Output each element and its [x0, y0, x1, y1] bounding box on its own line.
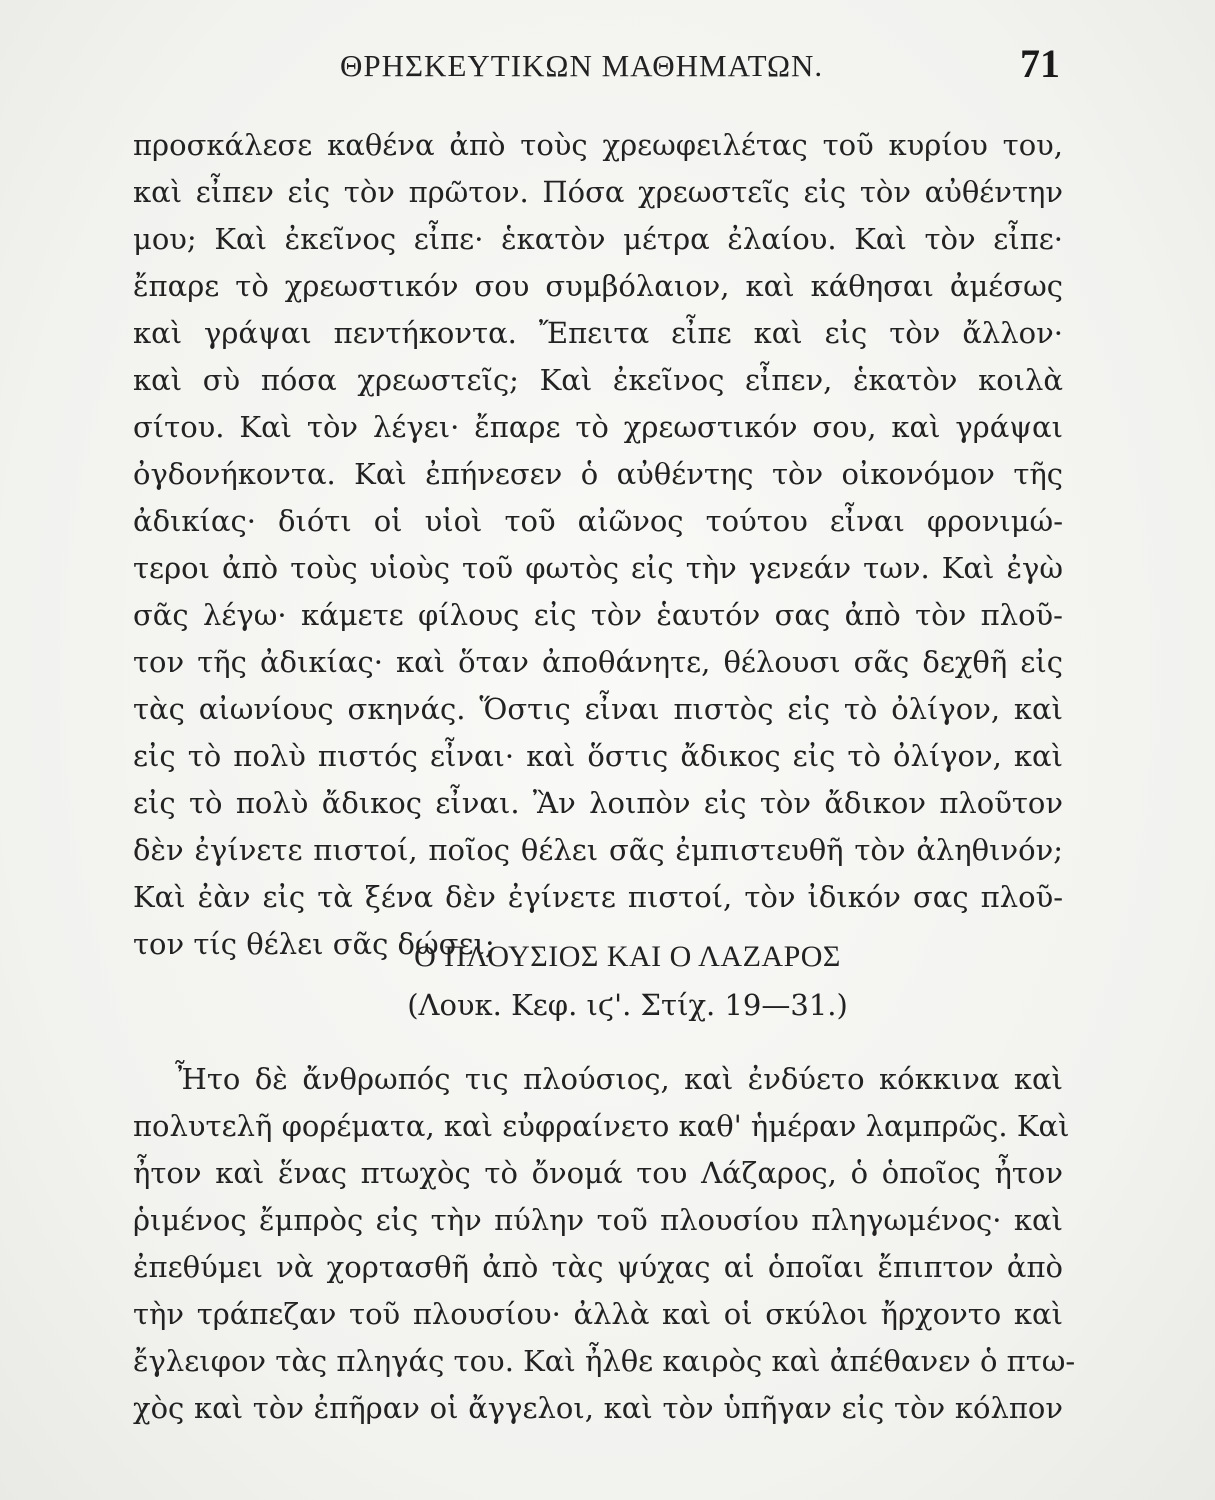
text-line: ῥιμένος ἔμπρὸς εἰς τὴν πύλην τοῦ πλουσίου πληγωμένος· καὶ [133, 1203, 1063, 1237]
text-line: εἰς τὸ πολὺ ἄδικος εἶναι. Ἂν λοιπὸν εἰς τὸν ἄδικον πλοῦτον [133, 786, 1063, 820]
text-line: Καὶ ἐὰν εἰς τὰ ξένα δὲν ἐγίνετε πιστοί, τὸν ἰδικόν σας πλοῦ- [133, 880, 1063, 914]
text-line: πολυτελῆ φορέματα, καὶ εὐφραίνετο καθ' ἡμέραν λαμπρῶς. Καὶ [133, 1109, 1070, 1143]
paragraph-1 [133, 122, 1063, 968]
text-line: καὶ γράψαι πεντήκοντα. Ἔπειτα εἶπε καὶ εἰς τὸν ἄλλον· [133, 316, 1063, 350]
text-line: Ἦτο δὲ ἄνθρωπός τις πλούσιος, καὶ ἐνδύετο κόκκινα καὶ [175, 1062, 1063, 1096]
text-line: σᾶς λέγω· κάμετε φίλους εἰς τὸν ἑαυτόν σας ἀπὸ τὸν πλοῦ- [133, 598, 1063, 632]
text-line: ἔγλειφον τὰς πληγάς του. Καὶ ἦλθε καιρὸς καὶ ἀπέθανεν ὁ πτω- [133, 1344, 1076, 1378]
text-line: τεροι ἀπὸ τοὺς υἱοὺς τοῦ φωτὸς εἰς τὴν γενεάν των. Καὶ ἐγὼ [133, 551, 1063, 585]
text-line: ἀδικίας· διότι οἱ υἱοὶ τοῦ αἰῶνος τούτου εἶναι φρονιμώ- [133, 504, 1063, 538]
text-line: εἰς τὸ πολὺ πιστός εἶναι· καὶ ὅστις ἄδικος εἰς τὸ ὀλίγον, καὶ [133, 739, 1063, 773]
text-line: προσκάλεσε καθένα ἀπὸ τοὺς χρεωφειλέτας τοῦ κυρίου του, [133, 128, 1063, 162]
page-number: 71 [1020, 41, 1060, 86]
text-line: δὲν ἐγίνετε πιστοί, ποῖος θέλει σᾶς ἐμπιστευθῆ τὸν ἀληθινόν; [133, 833, 1063, 867]
text-line: ὀγδονήκοντα. Καὶ ἐπήνεσεν ὁ αὐθέντης τὸν οἰκονόμον τῆς [133, 457, 1063, 491]
text-line: τὰς αἰωνίους σκηνάς. Ὅστις εἶναι πιστὸς εἰς τὸ ὀλίγον, καὶ [133, 692, 1063, 726]
section-title: Ο ΠΛΟΥΣΙΟΣ ΚΑΙ Ο ΛΑΖΑΡΟΣ [414, 940, 841, 973]
text-line: χὸς καὶ τὸν ἐπῆραν οἱ ἄγγελοι, καὶ τὸν ὑπῆγαν εἰς τὸν κόλπον [133, 1391, 1063, 1425]
text-line: ἦτον καὶ ἕνας πτωχὸς τὸ ὄνομά του Λάζαρος, ὁ ὁποῖος ἦτον [133, 1156, 1063, 1190]
text-line: ἔπαρε τὸ χρεωστικόν σου συμβόλαιον, καὶ κάθησαι ἀμέσως [133, 269, 1063, 303]
running-title: ΘΡΗΣΚΕΥΤΙΚΩΝ ΜΑΘΗΜΑΤΩΝ. [340, 48, 824, 83]
text-line: μου; Καὶ ἐκεῖνος εἶπε· ἑκατὸν μέτρα ἐλαίου. Καὶ τὸν εἶπε· [133, 222, 1063, 256]
text-line: τον τίς θέλει σᾶς δώσει; [133, 927, 495, 961]
text-line: τον τῆς ἀδικίας· καὶ ὅταν ἀποθάνητε, θέλουσι σᾶς δεχθῆ εἰς [133, 645, 1063, 679]
text-line: σίτου. Καὶ τὸν λέγει· ἔπαρε τὸ χρεωστικόν σου, καὶ γράψαι [133, 410, 1063, 444]
text-line: καὶ εἶπεν εἰς τὸν πρῶτον. Πόσα χρεωστεῖς εἰς τὸν αὐθέντην [133, 175, 1063, 209]
text-line: τὴν τράπεζαν τοῦ πλουσίου· ἀλλὰ καὶ οἱ σκύλοι ἤρχοντο καὶ [133, 1297, 1063, 1331]
paragraph-2 [133, 1056, 1076, 1432]
text-line: ἐπεθύμει νὰ χορτασθῆ ἀπὸ τὰς ψύχας αἱ ὁποῖαι ἔπιπτον ἀπὸ [133, 1250, 1063, 1284]
text-line: καὶ σὺ πόσα χρεωστεῖς; Καὶ ἐκεῖνος εἶπεν, ἑκατὸν κοιλὰ [133, 363, 1063, 397]
section-reference: (Λουκ. Κεφ. ιϛ'. Στίχ. 19—31.) [407, 988, 848, 1022]
